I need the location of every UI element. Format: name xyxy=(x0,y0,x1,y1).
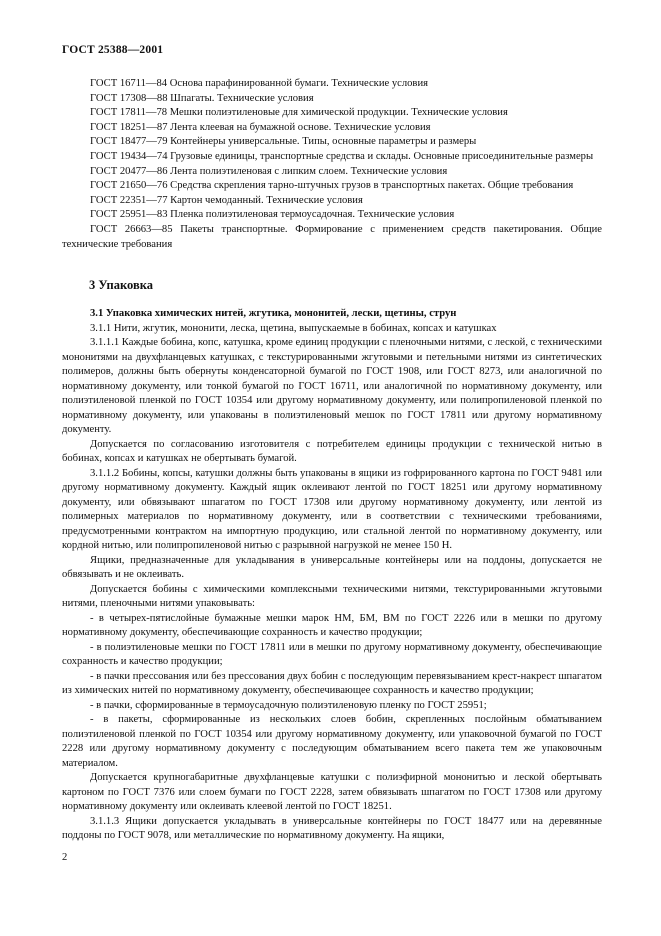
reference-item: ГОСТ 21650—76 Средства скрепления тарно-штучных грузов в транспортных пакетах. Общие требования xyxy=(90,180,574,192)
page-header: ГОСТ 25388—2001 xyxy=(62,44,164,56)
paragraph: 3.1.1.1 Каждые бобина, копс, катушка, кроме единиц продукции с пленочными нитями, с леской, с техническими мононитями на двухфланцевых катушках, с текстурированными жгутовыми и петельными нитями из синтетических полимеров, должны быть обернуты конденсаторной бумагой по ГОСТ 1908, или ГОСТ 8273, или аналогичной по нормативному документу, или тонкой бумагой по ГОСТ 16711, или аналогичной по нормативному документу, или полиэтиленовой пленкой по ГОСТ 10354 или другому нормативному документу, или полипропиленовой пленкой по нормативному документу, или упакованы в полиэтиленовый мешок по ГОСТ 17811 или другому нормативному документу. xyxy=(62,337,602,435)
reference-item: ГОСТ 18251—87 Лента клеевая на бумажной основе. Технические условия xyxy=(90,121,431,133)
reference-item: ГОСТ 18477—79 Контейнеры универсальные. Типы, основные параметры и размеры xyxy=(90,136,477,148)
paragraph: 3.1.1.3 Ящики допускается укладывать в универсальные контейнеры по ГОСТ 18477 или на деревянные поддоны по ГОСТ 9078, или металлические по нормативному документу. На ящики, xyxy=(62,815,602,841)
reference-item: ГОСТ 25951—83 Пленка полиэтиленовая термоусадочная. Технические условия xyxy=(90,209,455,221)
list-item: - в четырех-пятислойные бумажные мешки марок НМ, БМ, ВМ по ГОСТ 2226 или в мешки по другому нормативному документу, обеспечивающие сохранность и качество продукции; xyxy=(62,612,602,638)
paragraph: Допускается крупногабаритные двухфланцевые катушки с полиэфирной мононитью и леской обертывать картоном по ГОСТ 7376 или слоем бумаги по ГОСТ 2228, затем обвязывать шпагатом по ГОСТ 17308 или другому нормативному документу или оклеивать клеевой лентой по ГОСТ 18251. xyxy=(62,772,602,812)
paragraph: Допускается бобины с химическими комплексными техническими нитями, текстурированными жгутовыми нитями, пленочными нитями упаковывать: xyxy=(62,583,602,609)
reference-item: ГОСТ 19434—74 Грузовые единицы, транспортные средства и склады. Основные присоединительные размеры xyxy=(90,150,594,162)
paragraph: Ящики, предназначенные для укладывания в универсальные контейнеры или на поддоны, допускается не обвязывать и не оклеивать. xyxy=(62,554,602,580)
reference-item: ГОСТ 22351—77 Картон чемоданный. Технические условия xyxy=(90,194,363,206)
paragraph: 3.1.1.2 Бобины, копсы, катушки должны быть упакованы в ящики из гофрированного картона по ГОСТ 9481 или другому нормативному документу. Каждый ящик оклеивают лентой по ГОСТ 18251 или другому нормативному документу, или обвязывают шпагатом по ГОСТ 17308 или другому нормативному документу, или лентой из полимерных материалов по нормативному документу, или в соответствии с техническими требованиями, предусмотренными контрактом на импортную продукцию, или стальной лентой по нормативному документу, или кордной нитью, или полипропиленовой нитью с разрывной нагрузкой не менее 150 Н. xyxy=(62,467,602,551)
paragraph: 3.1.1 Нити, жгутик, мононити, леска, щетина, выпускаемые в бобинах, копсах и катушках xyxy=(90,322,497,334)
list-item: - в пачки прессования или без прессования двух бобин с последующим перевязыванием крест-накрест шпагатом из химических нитей по нормативному документу, обеспечивающее сохранность и качество продукции; xyxy=(62,670,602,696)
list-item: - в пакеты, сформированные из нескольких слоев бобин, скрепленных послойным обматыванием полиэтиленовой пленкой по ГОСТ 10354 или другому нормативному документу, или упаковочной бумагой по ГОСТ 2228 или другому нормативному документу с последующим обматыванием всего пакета тем же упаковочным материалом. xyxy=(62,714,602,769)
section-body xyxy=(62,307,602,844)
reference-item: ГОСТ 17811—78 Мешки полиэтиленовые для химической продукции. Технические условия xyxy=(90,107,508,119)
page-number: 2 xyxy=(62,852,68,863)
reference-item: ГОСТ 17308—88 Шпагаты. Технические условия xyxy=(90,92,314,104)
reference-item: ГОСТ 16711—84 Основа парафинированной бумаги. Технические условия xyxy=(90,78,428,89)
subsection-title: 3.1 Упаковка химических нитей, жгутика, мононитей, лески, щетины, струн xyxy=(90,308,457,319)
reference-list xyxy=(62,77,602,252)
list-item: - в полиэтиленовые мешки по ГОСТ 17811 или в мешки по другому нормативному документу, обеспечивающие сохранность и качество продукции; xyxy=(62,641,602,667)
paragraph: Допускается по согласованию изготовителя с потребителем единицы продукции с технической нитью в бобинах, копсах и катушках не обертывать бумагой. xyxy=(62,438,602,464)
section-title: 3 Упаковка xyxy=(89,278,153,292)
reference-item: ГОСТ 26663—85 Пакеты транспортные. Формирование с применением средств пакетирования. Общие технические требования xyxy=(62,223,602,250)
reference-item: ГОСТ 20477—86 Лента полиэтиленовая с липким слоем. Технические условия xyxy=(90,165,448,177)
list-item: - в пачки, сформированные в термоусадочную полиэтиленовую пленку по ГОСТ 25951; xyxy=(90,699,487,711)
